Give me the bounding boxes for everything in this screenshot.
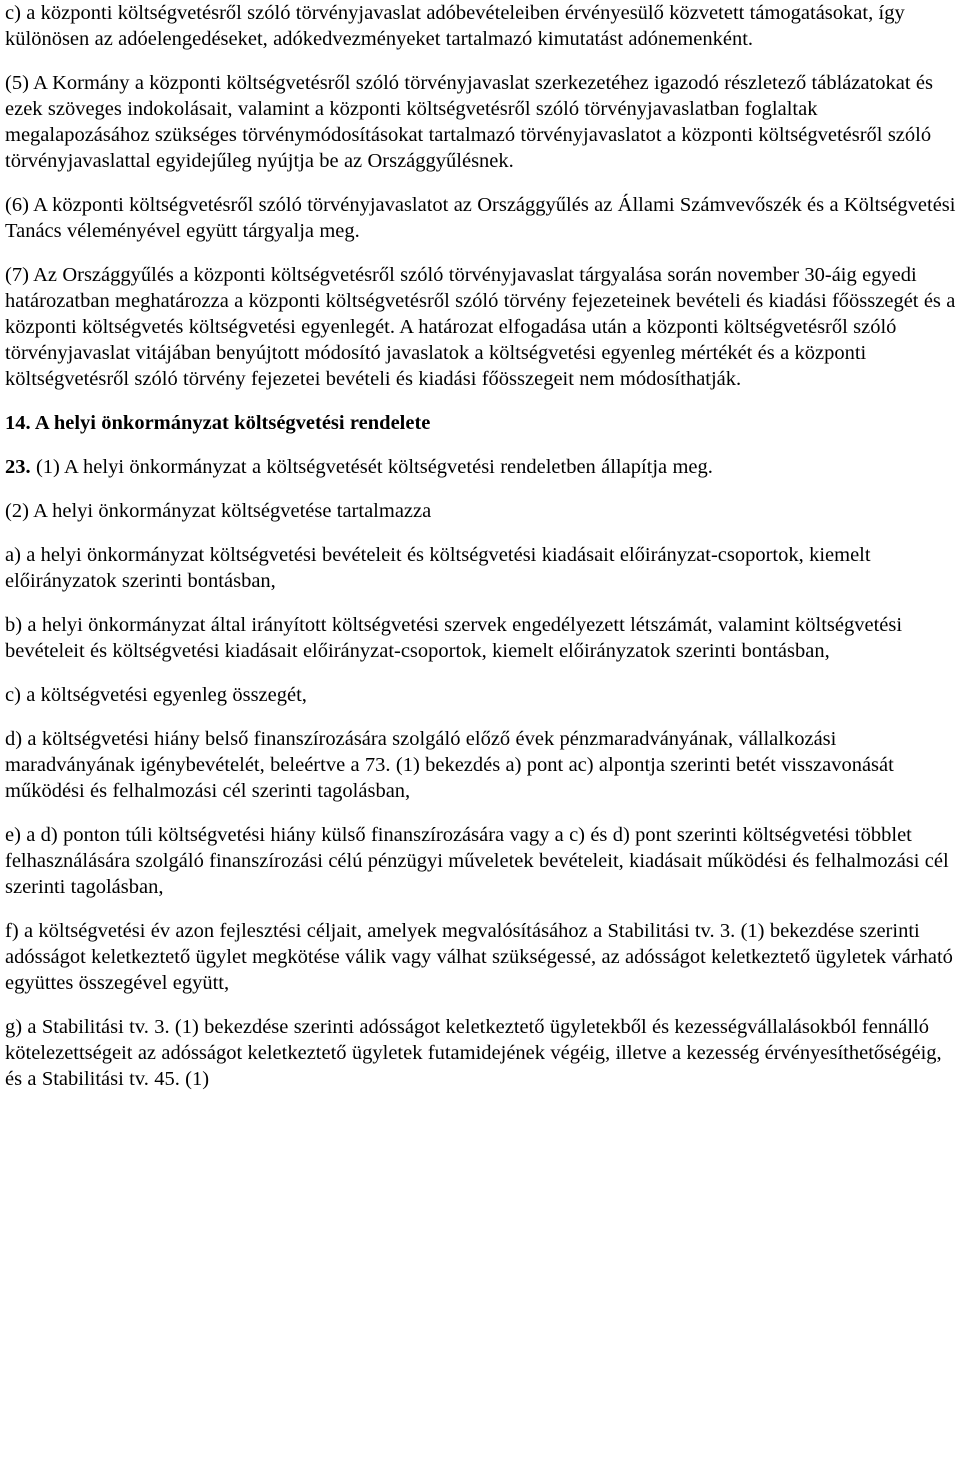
- paragraph-5: (5) A Kormány a központi költségvetésről szóló törvényjavaslat szerkezetéhez igazodó részletező táblázatokat és ezek szöveges indokolásait, valamint a központi költségvetésről szóló törvényjavaslatban foglaltak megalapozásához szükséges törvénymódosításokat tartalmazó törvényjavaslatot a központi költségvetésről szóló törvényjavaslattal egyidejűleg nyújtja be az Országgyűlésnek.: [5, 72, 933, 172]
- document-page: [5, 0, 957, 1092]
- section-23-text: (1) A helyi önkormányzat a költségvetését költségvetési rendeletben állapítja meg.: [35, 456, 713, 478]
- point-e: e) a d) ponton túli költségvetési hiány külső finanszírozására vagy a c) és d) pont szerinti költségvetési többlet felhasználására szolgáló finanszírozási célú pénzügyi műveletek bevételeit, kiadásait működési és felhalmozási cél szerinti tagolásban,: [5, 824, 949, 898]
- point-g: g) a Stabilitási tv. 3. (1) bekezdése szerinti adósságot keletkeztető ügyletekből és kezességvállalásokból fennálló kötelezettségeit az adósságot keletkeztető ügyletek futamidejének végéig, illetve a kezesség érvényesíthetőségéig, és a Stabilitási tv. 45. (1): [5, 1016, 942, 1090]
- point-c: c) a költségvetési egyenleg összegét,: [5, 684, 307, 706]
- section-heading-14: 14. A helyi önkormányzat költségvetési rendelete: [5, 412, 431, 434]
- section-23-paragraph-2: (2) A helyi önkormányzat költségvetése tartalmazza: [5, 500, 432, 522]
- point-b: b) a helyi önkormányzat által irányított költségvetési szervek engedélyezett létszámát, valamint költségvetési bevételeit és költségvetési kiadásait előirányzat-csoportok, kiemelt előirányzatok szerinti bontásban,: [5, 614, 903, 662]
- section-23-paragraph-1: [5, 454, 957, 480]
- section-number: 23.: [5, 456, 31, 478]
- point-f: f) a költségvetési év azon fejlesztési céljait, amelyek megvalósításához a Stabilitási tv. 3. (1) bekezdése szerinti adósságot keletkeztető ügylet megkötése válik vagy válhat szükségessé, az adósságot keletkeztető ügyletek várható együttes összegével együtt,: [5, 920, 953, 994]
- point-d: d) a költségvetési hiány belső finanszírozására szolgáló előző évek pénzmaradványának, vállalkozási maradványának igénybevételét, beleértve a 73. (1) bekezdés a) pont ac) alpontja szerinti betét visszavonását működési és felhalmozási cél szerinti tagolásban,: [5, 728, 894, 802]
- point-a: a) a helyi önkormányzat költségvetési bevételeit és költségvetési kiadásait előirányzat-csoportok, kiemelt előirányzatok szerinti bontásban,: [5, 544, 871, 592]
- paragraph-c-continuation: c) a központi költségvetésről szóló törvényjavaslat adóbevételeiben érvényesülő közvetett támogatásokat, így különösen az adóelengedéseket, adókedvezményeket tartalmazó kimutatást adónemenként.: [5, 2, 905, 50]
- paragraph-7: (7) Az Országgyűlés a központi költségvetésről szóló törvényjavaslat tárgyalása során november 30-áig egyedi határozatban meghatározza a központi költségvetésről szóló törvény fejezeteinek bevételi és kiadási főösszegét és a központi költségvetés költségvetési egyenlegét. A határozat elfogadása után a központi költségvetésről szóló törvényjavaslat vitájában benyújtott módosító javaslatok a költségvetési egyenleg mértékét és a központi költségvetésről szóló törvény fejezetei bevételi és kiadási főösszegeit nem módosíthatják.: [5, 264, 956, 390]
- paragraph-6: (6) A központi költségvetésről szóló törvényjavaslatot az Országgyűlés az Állami Számvevőszék és a Költségvetési Tanács véleményével együtt tárgyalja meg.: [5, 194, 956, 242]
